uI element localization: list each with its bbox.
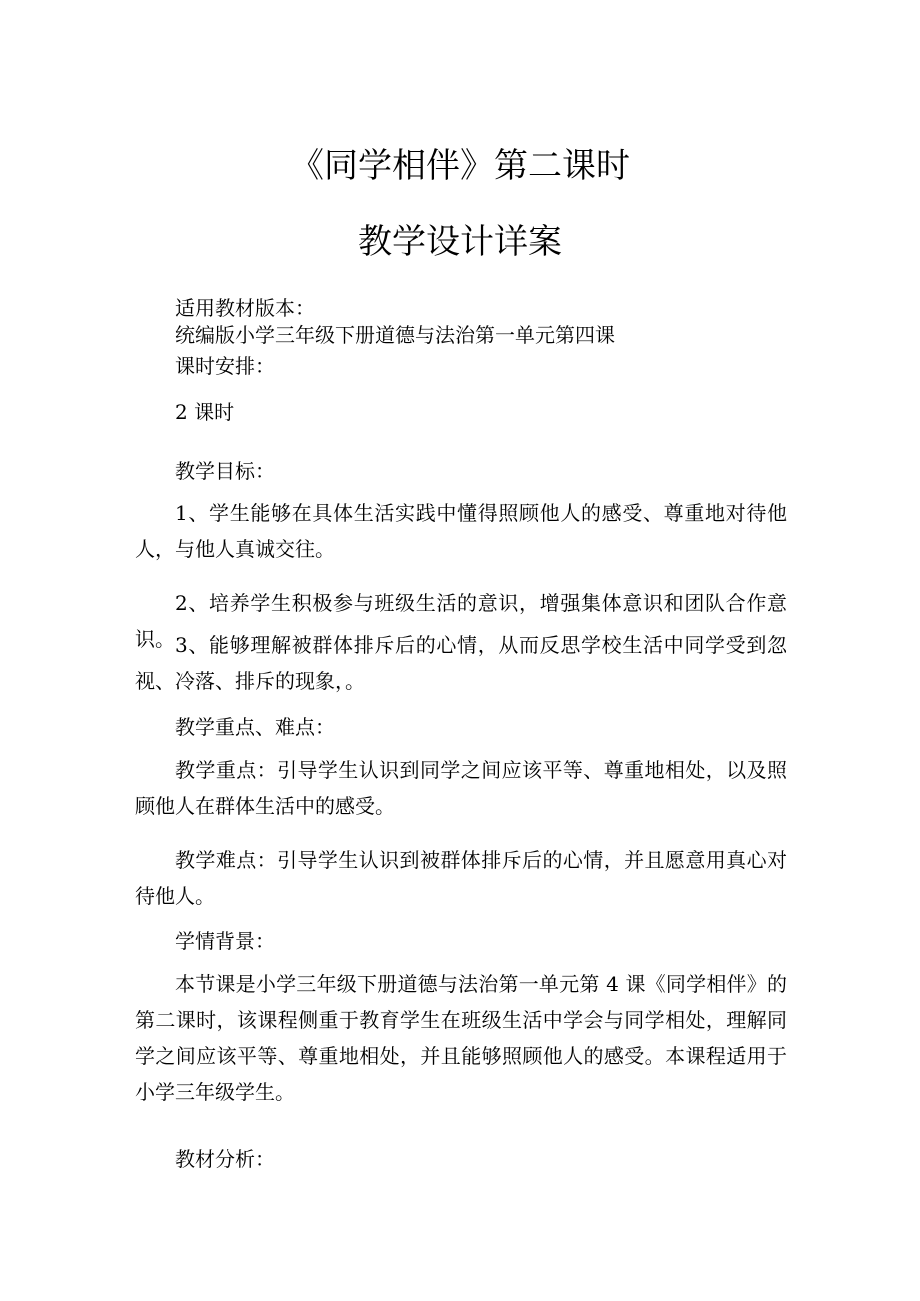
document-title: 《同学相伴》第二课时: [290, 146, 630, 186]
analysis-heading: 教材分析：: [175, 1147, 275, 1171]
teaching-focus: 教学重点：引导学生认识到同学之间应该平等、尊重地相处，以及照顾他人在群体生活中的感受。: [135, 758, 787, 818]
schedule-value: 2 课时: [175, 400, 235, 424]
textbook-value: 统编版小学三年级下册道德与法治第一单元第四课: [175, 323, 615, 347]
objectives-heading: 教学目标：: [175, 459, 275, 483]
schedule-label: 课时安排：: [175, 354, 275, 378]
objective-item-2: 2、培养学生积极参与班级生活的意识，增强集体意识和团队合作意识。: [135, 591, 787, 651]
document-subtitle: 教学设计详案: [358, 222, 562, 262]
objective-item-1: 1、学生能够在具体生活实践中懂得照顾他人的感受、尊重地对待他人，与他人真诚交往。: [135, 501, 787, 561]
teaching-difficulty: 教学难点：引导学生认识到被群体排斥后的心情，并且愿意用真心对待他人。: [135, 848, 787, 908]
textbook-label: 适用教材版本：: [175, 296, 315, 320]
objective-item-3: 3、能够理解被群体排斥后的心情，从而反思学校生活中同学受到忽视、冷落、排斥的现象，。: [135, 633, 787, 693]
background-heading: 学情背景：: [175, 929, 275, 953]
key-points-heading: 教学重点、难点：: [175, 715, 335, 739]
background-text: 本节课是小学三年级下册道德与法治第一单元第 4 课《同学相伴》的第二课时，该课程侧重于教育学生在班级生活中学会与同学相处，理解同学之间应该平等、尊重地相处，并且能够照顾他人的感受。本课程适用于小学三年级学生。: [135, 972, 787, 1104]
